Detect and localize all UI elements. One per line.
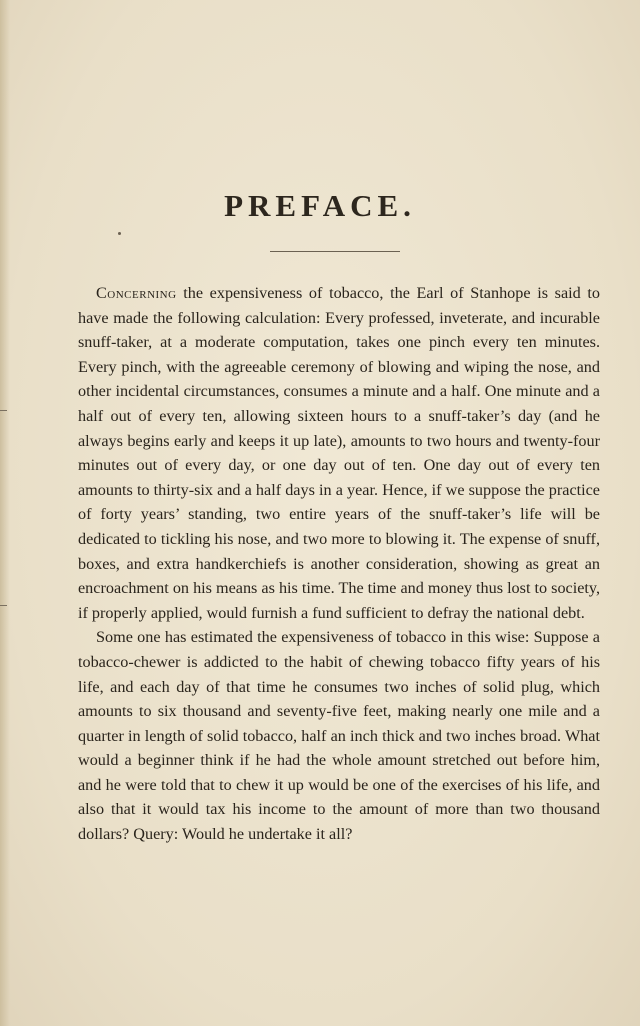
- paragraph-body: the expensiveness of tobacco, the Earl of Stanhope is said to have made the following calculation: Every professed, inveterate, and incurable snuff-taker, at a moderate computation, takes one pinch every ten minutes. Every pinch, with the agreeable ceremony of blowing and wiping the nose, and other incidental circumstances, consumes a minute and a half. One minute and a half out of every ten, allowing sixteen hours to a snuff-taker’s day (and he always begins early and keeps it up late), amounts to two hours and twenty-four minutes out of every day, or one day out of ten. One day out of every ten amounts to thirty-six and a half days in a year. Hence, if we suppose the practice of forty years’ standing, two entire years of the snuff-taker’s life will be dedicated to tickling his nose, and two more to blowing it. The expense of snuff, boxes, and extra handkerchiefs is another consideration, showing as great an encroachment on his means as his time. The time and money thus lost to society, if properly applied, would furnish a fund sufficient to defray the national debt.: [78, 284, 600, 622]
- page-title: PREFACE.: [224, 188, 416, 223]
- page-spine-shadow: [0, 0, 10, 1026]
- paragraph-2: [78, 625, 600, 846]
- paragraph-body: Some one has estimated the expensiveness of tobacco in this wise: Suppose a tobacco-chewer is addicted to the habit of chewing tobacco fifty years of his life, and each day of that time he consumes two inches of solid plug, which amounts to six thousand and seventy-five feet, making nearly one mile and a quarter in length of solid tobacco, half an inch thick and two inches broad. What would a beginner think if he had the whole amount stretched out before him, and he were told that to chew it up would be one of the exercises of his life, and also that it would tax his income to the amount of more than two thousand dollars? Query: Would he undertake it all?: [78, 628, 600, 844]
- page-edge-mark: [0, 605, 7, 606]
- ink-speck: [118, 232, 121, 235]
- paragraph-lead-word: Concerning: [96, 284, 177, 302]
- title-rule: [270, 251, 400, 252]
- page-edge-mark: [0, 410, 7, 411]
- body-text: [78, 281, 600, 847]
- paragraph-1: [78, 281, 600, 625]
